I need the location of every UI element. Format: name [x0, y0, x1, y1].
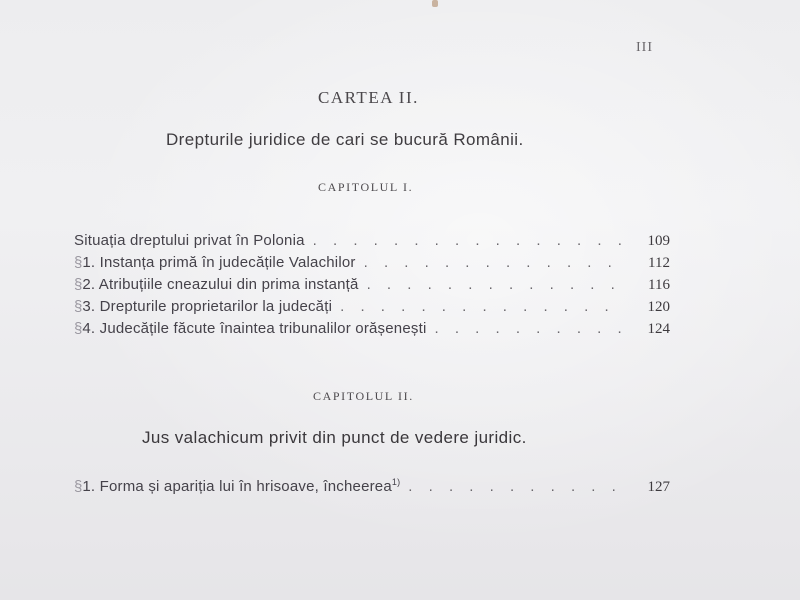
- toc-page-number: 109: [647, 233, 670, 249]
- section-symbol: §: [74, 478, 83, 495]
- paper-mark: [432, 0, 438, 7]
- book-heading: CARTEA II.: [318, 88, 419, 107]
- toc-page-number: 120: [647, 299, 670, 315]
- toc-page-number: 124: [647, 321, 670, 337]
- dot-leader: [340, 298, 626, 315]
- dot-leader: [364, 254, 626, 271]
- toc-entry-title: 4. Judecățile făcute înaintea tribunalilor orășenești: [82, 320, 427, 337]
- chapter-title: Jus valachicum privit din punct de vedere juridic.: [142, 428, 527, 447]
- toc-entry-title: [82, 477, 400, 495]
- table-of-contents: [74, 232, 670, 342]
- section-symbol: §: [74, 320, 83, 337]
- dot-leader: [434, 320, 626, 337]
- section-symbol: §: [74, 254, 83, 271]
- toc-entry-title: Situația dreptului privat în Polonia: [74, 232, 305, 249]
- toc-entry-title: 3. Drepturile proprietarilor la judecăți: [82, 298, 333, 315]
- dot-leader: [313, 232, 626, 249]
- chapter-heading: CAPITOLUL I.: [318, 180, 414, 194]
- toc-page-number: 127: [647, 479, 670, 495]
- section-symbol: §: [74, 276, 83, 293]
- toc-entry-title-text: 1. Forma și apariția lui în hrisoave, încheerea: [82, 478, 392, 495]
- chapter-heading: CAPITOLUL II.: [313, 389, 414, 403]
- toc-entry-title: 2. Atribuțiile cneazului din prima instanță: [82, 276, 359, 293]
- toc-entry: [74, 320, 670, 342]
- toc-entry: [74, 477, 670, 499]
- toc-page-number: 116: [648, 277, 670, 293]
- book-title: Drepturile juridice de cari se bucură Românii.: [166, 130, 524, 149]
- dot-leader: [408, 478, 626, 495]
- section-symbol: §: [74, 298, 83, 315]
- toc-page-number: 112: [648, 255, 670, 271]
- footnote-marker: 1): [391, 477, 401, 487]
- toc-entry: [74, 298, 670, 320]
- page-number: III: [636, 40, 653, 55]
- toc-entry: [74, 276, 670, 298]
- table-of-contents: [74, 477, 670, 499]
- dot-leader: [367, 276, 626, 293]
- toc-entry: [74, 232, 670, 254]
- toc-entry: [74, 254, 670, 276]
- toc-entry-title: 1. Instanța primă în judecățile Valachilor: [82, 254, 356, 271]
